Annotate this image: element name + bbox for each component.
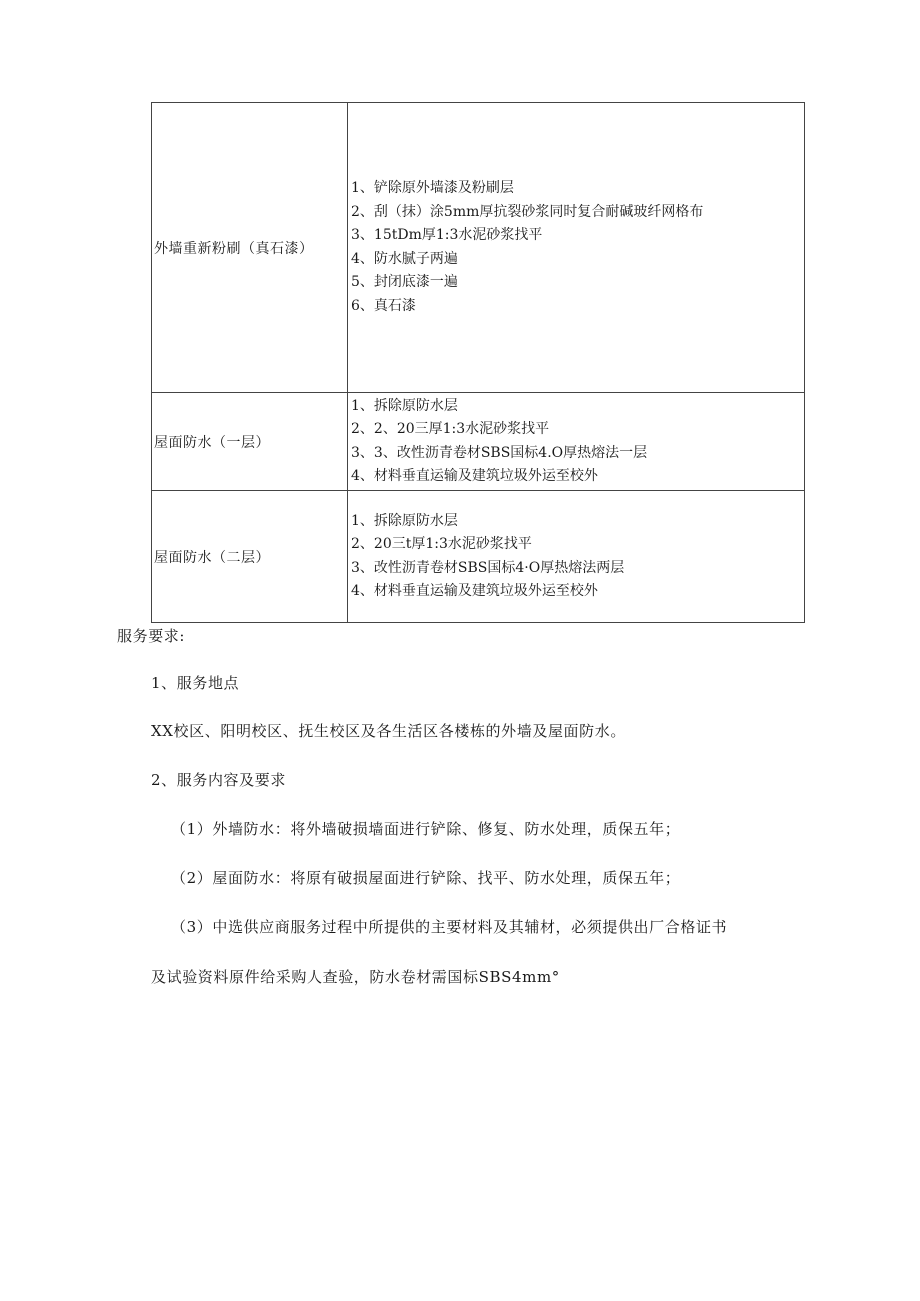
step-item: 3、3、改性沥青卷材SBS国标4.O厚热熔法一层 bbox=[351, 444, 648, 461]
step-item: 1、拆除原防水层 bbox=[351, 397, 458, 414]
step-item: 1、拆除原防水层 bbox=[351, 512, 458, 529]
content-heading: 2、服务内容及要求 bbox=[151, 771, 286, 789]
requirement-item-3-continued: 及试验资料原件给采购人查验，防水卷材需国标SBS4mm° bbox=[151, 968, 560, 986]
spec-table bbox=[151, 102, 805, 623]
row-label: 屋面防水（二层） bbox=[152, 491, 348, 623]
location-heading: 1、服务地点 bbox=[151, 674, 240, 692]
row-steps bbox=[348, 393, 805, 491]
requirement-item-1: （1）外墙防水：将外墙破损墙面进行铲除、修复、防水处理，质保五年； bbox=[171, 820, 681, 838]
row-steps bbox=[348, 103, 805, 393]
step-item: 4、防水腻子两遍 bbox=[351, 250, 458, 267]
row-label: 屋面防水（一层） bbox=[152, 393, 348, 491]
step-item: 5、封闭底漆一遍 bbox=[351, 274, 458, 290]
table-row bbox=[152, 103, 805, 393]
row-label: 外墙重新粉刷（真石漆） bbox=[152, 103, 348, 393]
step-item: 6、真石漆 bbox=[351, 297, 416, 314]
step-item: 2、刮（抹）涂5mm厚抗裂砂浆同时复合耐碱玻纤网格布 bbox=[351, 203, 704, 220]
location-text: XX校区、阳明校区、抚生校区及各生活区各楼栋的外墙及屋面防水。 bbox=[151, 722, 626, 740]
step-item: 1、铲除原外墙漆及粉刷层 bbox=[351, 180, 514, 196]
requirements-heading: 服务要求: bbox=[117, 627, 186, 645]
table-row bbox=[152, 393, 805, 491]
step-item: 2、2、20三厚1:3水泥砂浆找平 bbox=[351, 421, 550, 437]
row-steps bbox=[348, 491, 805, 623]
requirement-item-2: （2）屋面防水：将原有破损屋面进行铲除、找平、防水处理，质保五年； bbox=[171, 869, 681, 887]
step-item: 4、材料垂直运输及建筑垃圾外运至校外 bbox=[351, 583, 598, 599]
step-item: 2、20三t厚1:3水泥砂浆找平 bbox=[351, 536, 532, 552]
step-item: 4、材料垂直运输及建筑垃圾外运至校外 bbox=[351, 468, 598, 484]
requirement-item-3: （3）中选供应商服务过程中所提供的主要材料及其辅材，必须提供出厂合格证书 bbox=[171, 918, 728, 936]
step-item: 3、15tDm厚1:3水泥砂浆找平 bbox=[351, 227, 543, 243]
table-row bbox=[152, 491, 805, 623]
step-item: 3、改性沥青卷材SBS国标4·O厚热熔法两层 bbox=[351, 559, 625, 576]
